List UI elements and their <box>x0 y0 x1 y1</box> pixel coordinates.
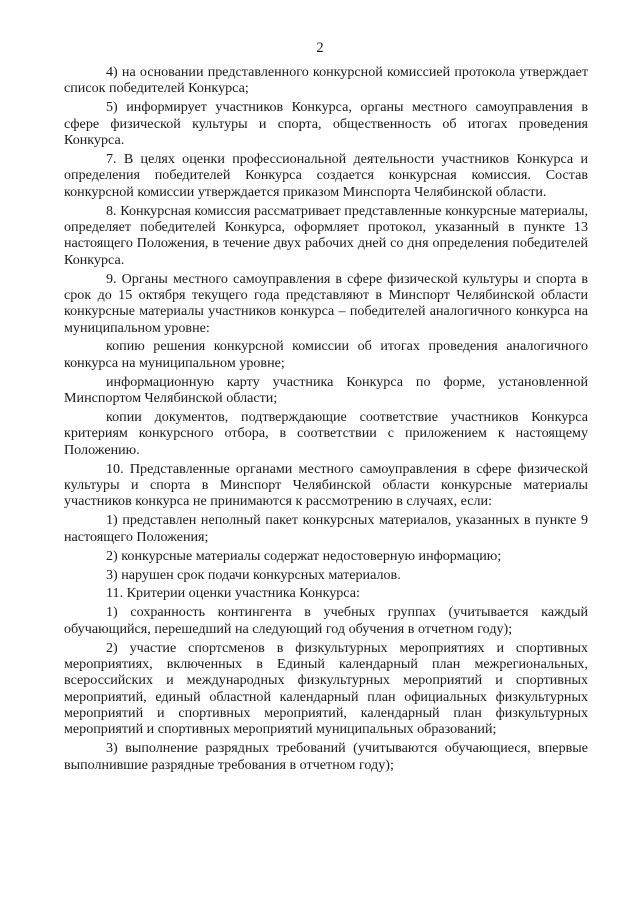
paragraph-clause-9: 9. Органы местного самоуправления в сфере физической культуры и спорта в срок до 15 октября текущего года представляют в Минспорт Челябинской области конкурсные материалы участников конкурса – победителей аналогичного конкурса на муниципальном уровне: <box>64 270 588 336</box>
paragraph-clause-11-item-3: 3) выполнение разрядных требований (учитываются обучающиеся, впервые выполнившие разрядные требования в отчетном году); <box>64 740 588 773</box>
paragraph-clause-9-info-card: информационную карту участника Конкурса по форме, установленной Минспортом Челябинской области; <box>64 373 588 407</box>
paragraph-clause-8: 8. Конкурсная комиссия рассматривает представленные конкурсные материалы, определяет победителей Конкурса, оформляет протокол, указанный в пункте 13 настоящего Положения, в течение двух рабочих дней со дня определения победителей Конкурса. <box>64 202 588 268</box>
paragraph-clause-11-item-2: 2) участие спортсменов в физкультурных мероприятиях и спортивных мероприятиях, включенных в Единый календарный план межрегиональных, всероссийских и международных физкультурных мероприятий и спортивных мероприятий, единый областной календарный план официальных физкультурных мероприятий и спортивных мероприятий, календарный план физкультурных мероприятий и спортивных мероприятий муниципальных образований; <box>64 639 588 738</box>
paragraph-clause-10-item-1: 1) представлен неполный пакет конкурсных материалов, указанных в пункте 9 настоящего Положения; <box>64 512 588 545</box>
paragraph-item-5: 5) информирует участников Конкурса, органы местного самоуправления в сфере физической культуры и спорта, общественность об итогах проведения Конкурса. <box>64 99 588 148</box>
document-body <box>64 64 588 776</box>
paragraph-clause-9-document-copies: копии документов, подтверждающие соответствие участников Конкурса критериям конкурсного отбора, в соответствии с приложением к настоящему Положению. <box>64 409 588 458</box>
paragraph-clause-11-item-1: 1) сохранность контингента в учебных группах (учитывается каждый обучающийся, перешедший на следующий год обучения в отчетном году); <box>64 604 588 637</box>
paragraph-clause-10-item-3: 3) нарушен срок подачи конкурсных материалов. <box>106 566 401 583</box>
paragraph-clause-10-item-2: 2) конкурсные материалы содержат недостоверную информацию; <box>106 547 502 564</box>
paragraph-clause-10: 10. Представленные органами местного самоуправления в сфере физической культуры и спорта в Минспорт Челябинской области конкурсные материалы участников конкурса не принимаются к рассмотрению в случаях, если: <box>64 460 588 510</box>
page-number: 2 <box>316 40 324 56</box>
paragraph-clause-11: 11. Критерии оценки участника Конкурса: <box>106 585 360 602</box>
paragraph-clause-9-decision-copy: копию решения конкурсной комиссии об итогах проведения аналогичного конкурса на муниципальном уровне; <box>64 338 588 371</box>
paragraph-item-4: 4) на основании представленного конкурсной комиссией протокола утверждает список победителей Конкурса; <box>64 64 588 97</box>
paragraph-clause-7: 7. В целях оценки профессиональной деятельности участников Конкурса и определения победителей Конкурса создается конкурсная комиссия. Состав конкурсной комиссии утверждается приказом Минспорта Челябинской области. <box>64 150 588 200</box>
